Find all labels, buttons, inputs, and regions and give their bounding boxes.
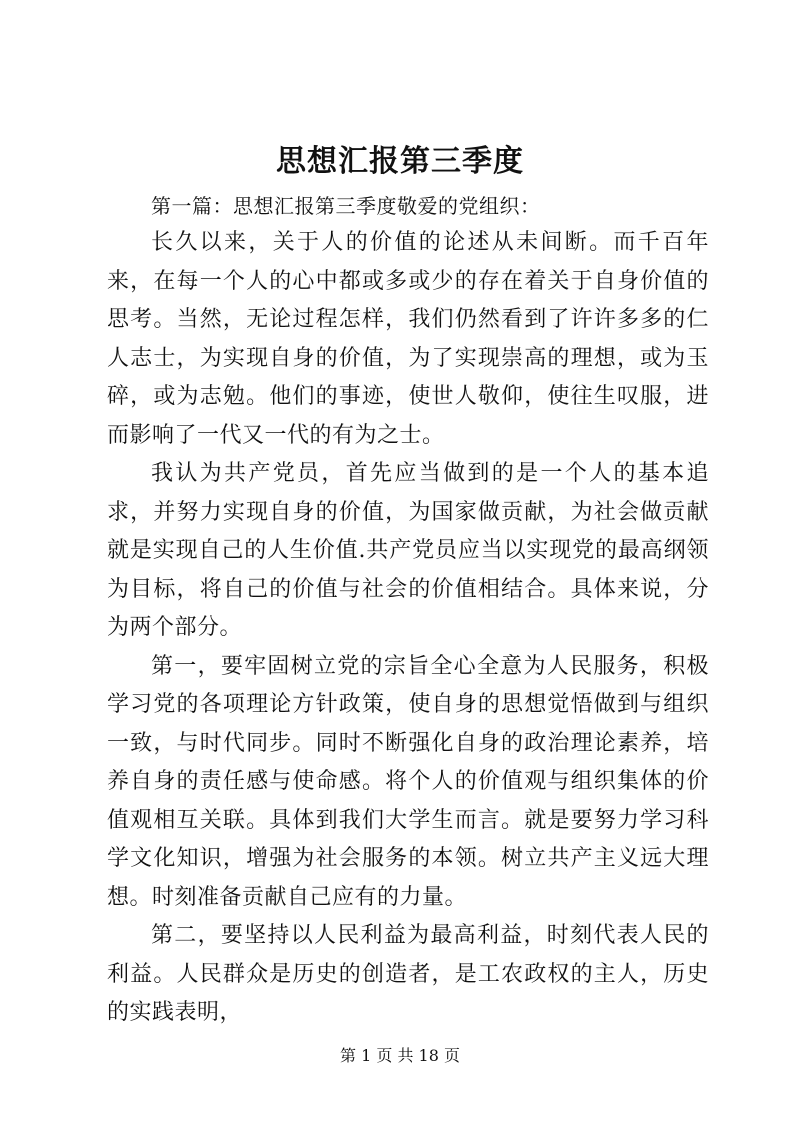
document-title: 思想汇报第三季度 — [276, 144, 524, 179]
body-paragraph: 长久以来，关于人的价值的论述从未间断。而千百年来，在每一个人的心中都或多或少的存在着关于自身价值的思考。当然，无论过程怎样，我们仍然看到了许许多多的仁人志士，为实现自身的价值，为了实现崇高的理想，或为玉碎，或为志勉。他们的事迹，使世人敬仰，使往生叹服，进而影响了一代又一代的有为之士。 — [107, 230, 709, 448]
body-paragraph: 我认为共产党员，首先应当做到的是一个人的基本追求，并努力实现自身的价值，为国家做贡献，为社会做贡献就是实现自己的人生价值.共产党员应当以实现党的最高纲领为目标，将自己的价值与社会的价值相结合。具体来说，分为两个部分。 — [107, 461, 709, 640]
section-heading-paragraph: 第一篇：思想汇报第三季度敬爱的党组织： — [151, 194, 541, 218]
body-paragraph: 第二，要坚持以人民利益为最高利益，时刻代表人民的利益。人民群众是历史的创造者，是工农政权的主人，历史的实践表明， — [107, 923, 709, 1025]
document-body — [107, 188, 709, 1033]
body-paragraph: 第一，要牢固树立党的宗旨全心全意为人民服务，积极学习党的各项理论方针政策，使自身的思想觉悟做到与组织一致，与时代同步。同时不断强化自身的政治理论素养，培养自身的责任感与使命感。将个人的价值观与组织集体的价值观相互关联。具体到我们大学生而言。就是要努力学习科学文化知识，增强为社会服务的本领。树立共产主义远大理想。时刻准备贡献自己应有的力量。 — [107, 653, 709, 910]
page-number-footer: 第 1 页 共 18 页 — [340, 1046, 460, 1065]
